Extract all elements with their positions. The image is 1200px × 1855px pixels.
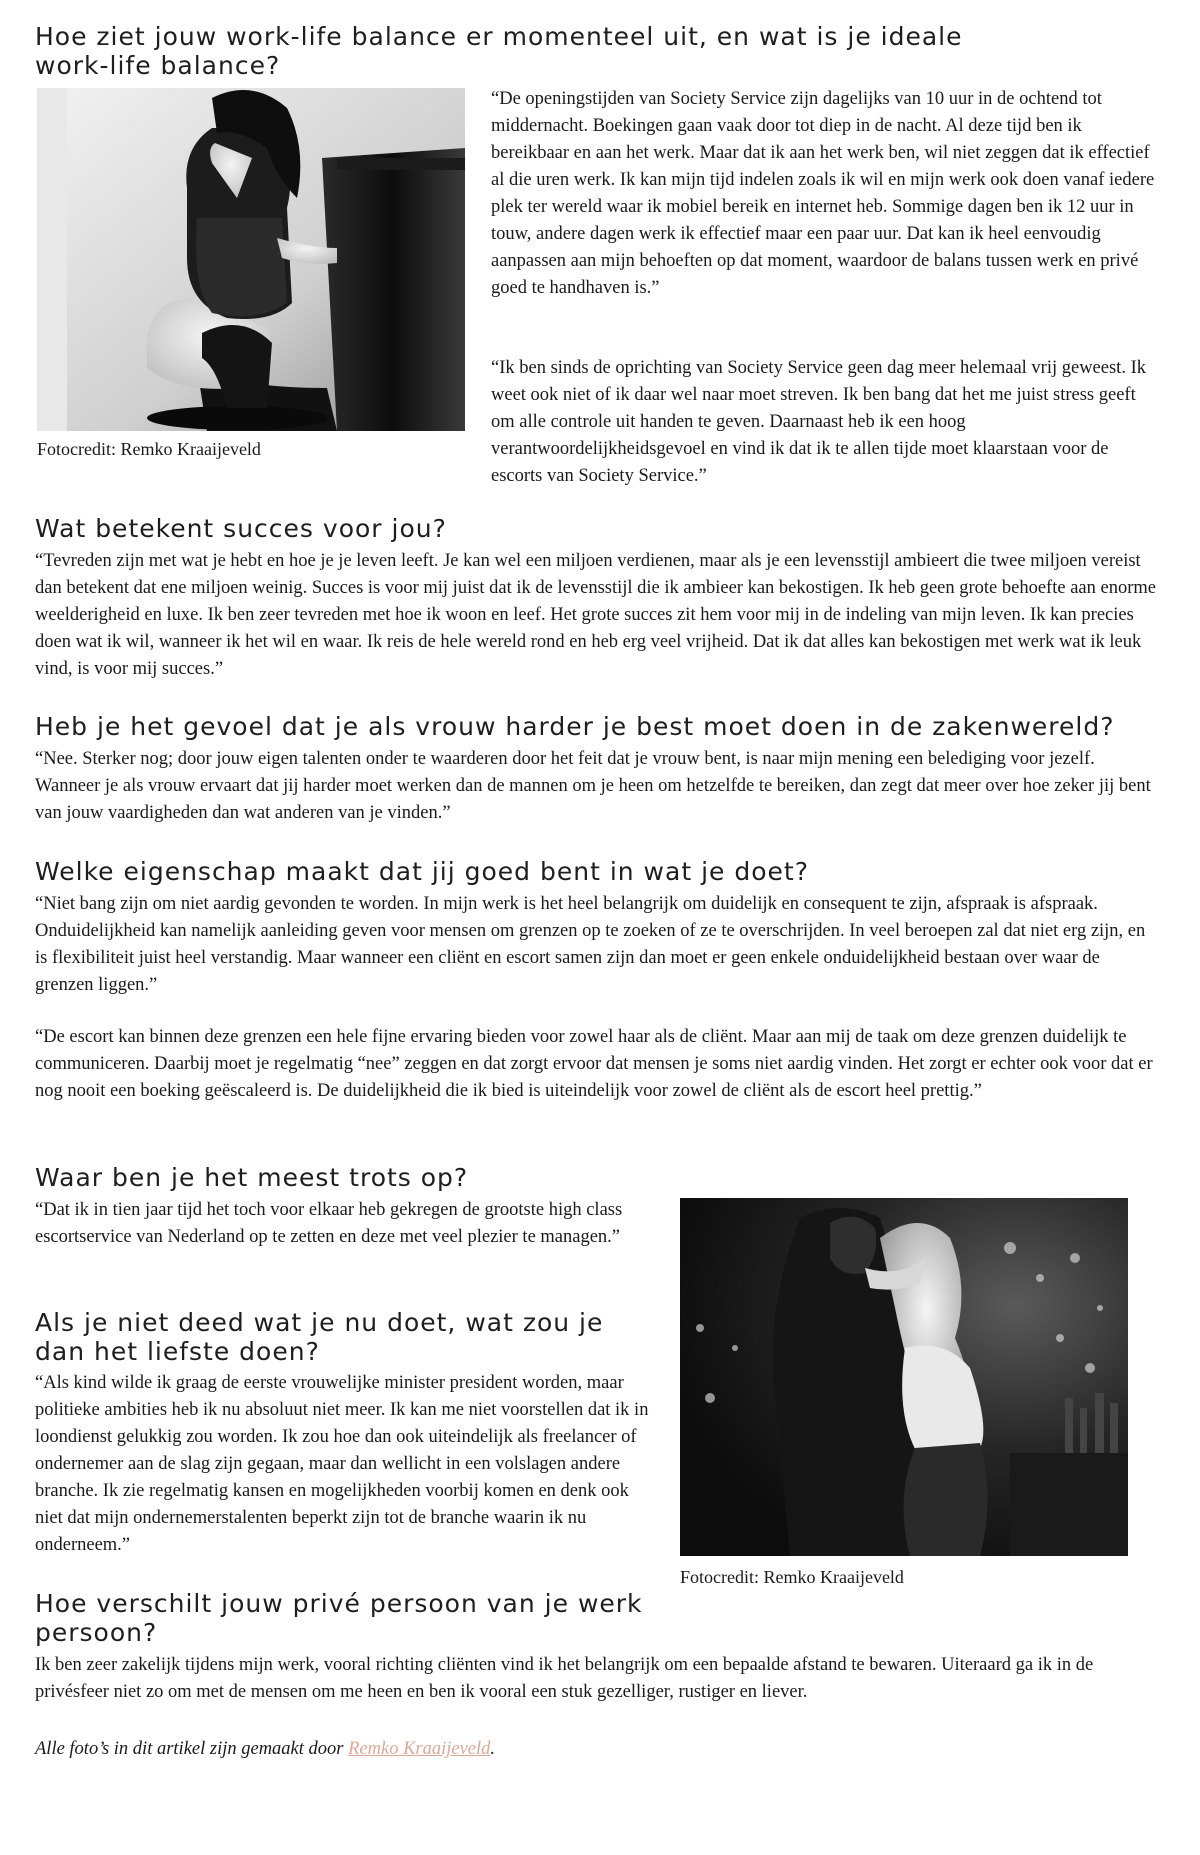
paragraph-vrouw-zakenwereld: “Nee. Sterker nog; door jouw eigen talenten onder te waarderen door het feit dat je vrouw bent, is naar mijn mening een belediging voor jezelf. Wanneer je als vrouw ervaart dat jij harder moet werken dan de mannen om je heen om hetzelfde te bereiken, dan zegt dat meer over hoe zeker jij bent van jouw vaardigheden dan wat anderen van je vinden.” [35, 749, 1151, 823]
heading-work-life-balance: Hoe ziet jouw work-life balance er momenteel uit, en wat is je ideale work-life balance? [35, 22, 963, 80]
heading-succes: Wat betekent succes voor jou? [35, 514, 447, 543]
paragraph-work-life-2: “Ik ben sinds de oprichting van Society Service geen dag meer helemaal vrij geweest. Ik weet ook niet of ik daar wel naar moet streven. Ik ben bang dat het me juist stress geeft om alle controle uit handen te geven. Daarnaast heb ik een hoog verantwoordelijkheidsgevoel en vind ik dat ik te allen tijde moet klaarstaan voor de escorts van Society Service.” [491, 358, 1146, 486]
paragraph-succes: “Tevreden zijn met wat je hebt en hoe je je leven leeft. Je kan wel een miljoen verdienen, maar als je een levensstijl ambieert die twee miljoen vereist dan betekent dat ene miljoen weinig. Succes is voor mij juist dat ik de levensstijl die ik ambieer kan bekostigen. Ik heb geen grote behoefte aan enorme weelderigheid en luxe. Ik ben zeer tevreden met hoe ik woon en leef. Het grote succes zit hem voor mij in de indeling van mijn leven. Ik kan precies doen wat ik wil, wanneer ik het wil en waar. Ik reis de hele wereld rond en heb erg veel vrijheid. Dat ik dat alles kan bekostigen met werk wat ik leuk vind, is voor mij succes.” [35, 551, 1156, 679]
photo-couple-bar [680, 1198, 1128, 1556]
photo-credit-prefix: Alle foto’s in dit artikel zijn gemaakt door [35, 1739, 349, 1759]
photo-credit-line [35, 1736, 1160, 1763]
photo-caption-2: Fotocredit: Remko Kraaijeveld [680, 1567, 904, 1587]
photographer-link[interactable]: Remko Kraaijeveld [348, 1739, 491, 1759]
paragraph-eigenschap-1: “Niet bang zijn om niet aardig gevonden te worden. In mijn werk is het heel belangrijk om duidelijk en consequent te zijn, afspraak is afspraak. Onduidelijkheid kan namelijk aanleiding geven voor mensen om grenzen op te zoeken of ze te overschrijden. In veel beroepen zal dat niet erg zijn, en is flexibiliteit juist heel verstandig. Maar wanneer een cliënt en escort samen zijn dan moet er geen enkele onduidelijkheid bestaan over waar de grenzen liggen.” [35, 894, 1146, 995]
paragraph-liefste-doen: “Als kind wilde ik graag de eerste vrouwelijke minister president worden, maar politieke ambities heb ik nu absoluut niet meer. Ik kan me niet voorstellen dat ik in loondienst gelukkig zou worden. Ik zou hoe dan ook uiteindelijk als freelancer of ondernemer aan de slag zijn gegaan, maar dan wellicht in een volslagen andere branche. Ik zie regelmatig kansen en mogelijkheden voorbij komen en denk ook niet dat mijn ondernemerstalenten beperkt zijn tot de branche waarin ik nu onderneem.” [35, 1373, 649, 1555]
heading-prive-persoon: Hoe verschilt jouw privé persoon van je werk persoon? [35, 1589, 643, 1647]
photo-caption-1: Fotocredit: Remko Kraaijeveld [37, 439, 261, 459]
photo-couple-bar-image [680, 1198, 1128, 1556]
paragraph-work-life-1: “De openingstijden van Society Service zijn dagelijks van 10 uur in de ochtend tot middernacht. Boekingen gaan vaak door tot diep in de nacht. Al deze tijd ben ik bereikbaar en aan het werk. Maar dat ik aan het werk ben, wil niet zeggen dat ik effectief al die uren werk. Ik kan mijn tijd indelen zoals ik wil en mijn werk ook doen vanaf iedere plek ter wereld waar ik mobiel bereik en internet heb. Sommige dagen ben ik 12 uur in touw, andere dagen werk ik effectief maar een paar uur. Dat kan ik heel eenvoudig aanpassen aan mijn behoeften op dat moment, waardoor de balans tussen werk en privé goed te handhaven is.” [491, 89, 1155, 298]
heading-liefste-doen: Als je niet deed wat je nu doet, wat zou je dan het liefste doen? [35, 1308, 604, 1366]
photo-woman-piano [37, 88, 465, 431]
heading-eigenschap: Welke eigenschap maakt dat jij goed bent in wat je doet? [35, 857, 809, 886]
paragraph-prive-persoon: Ik ben zeer zakelijk tijdens mijn werk, vooral richting cliënten vind ik het belangrijk om een bepaalde afstand te bewaren. Uiteraard ga ik in de privésfeer niet zo om met de mensen om me heen en ben ik vooral een stuk gezelliger, rustiger en liever. [35, 1655, 1094, 1702]
heading-vrouw-zakenwereld: Heb je het gevoel dat je als vrouw harder je best moet doen in de zakenwereld? [35, 712, 1115, 741]
paragraph-eigenschap-2: “De escort kan binnen deze grenzen een hele fijne ervaring bieden voor zowel haar als de cliënt. Maar aan mij de taak om deze grenzen duidelijk te communiceren. Daarbij moet je regelmatig “nee” zeggen en dat zorgt ervoor dat mensen je soms niet aardig vinden. Het zorgt er echter ook voor dat er nog nooit een boeking geëscaleerd is. De duidelijkheid die ik bied is uiteindelijk voor zowel de cliënt als de escort heel prettig.” [35, 1027, 1153, 1101]
photo-credit-suffix: . [490, 1739, 496, 1759]
paragraph-trots: “Dat ik in tien jaar tijd het toch voor elkaar heb gekregen de grootste high class escortservice van Nederland op te zetten en deze met veel plezier te managen.” [35, 1200, 623, 1247]
heading-trots: Waar ben je het meest trots op? [35, 1163, 469, 1192]
photo-woman-piano-image [37, 88, 465, 431]
